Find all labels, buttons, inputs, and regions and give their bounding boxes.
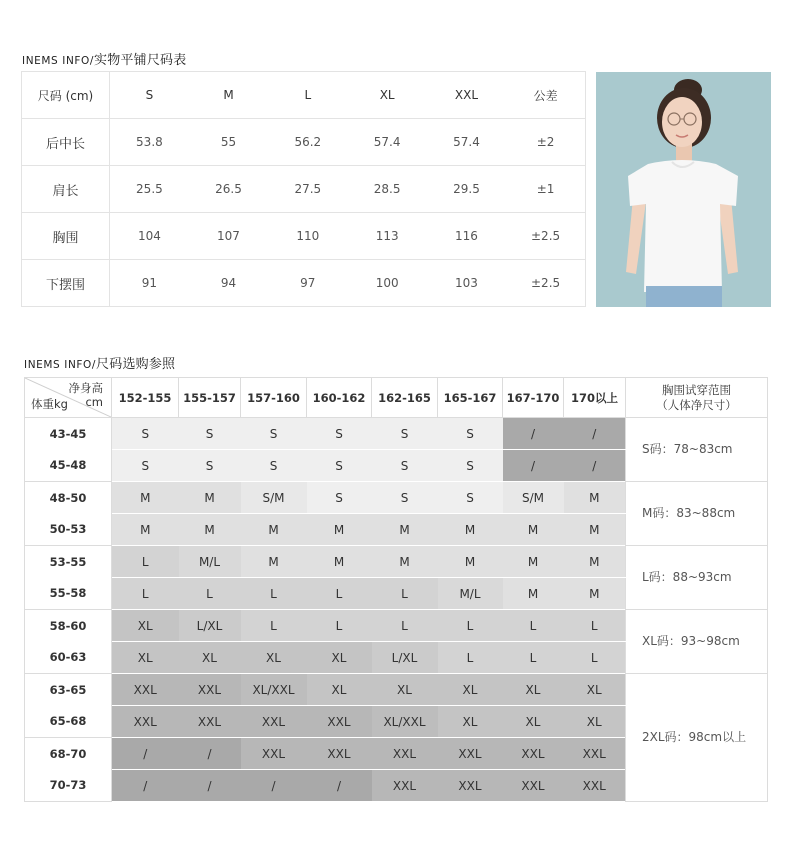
size-cell: S — [372, 482, 438, 514]
size-cell: XL/XXL — [372, 706, 438, 738]
size-cell: S — [438, 450, 503, 482]
size-cell: L — [372, 578, 438, 610]
size-cell: XXL — [241, 706, 307, 738]
size-cell: / — [241, 770, 307, 802]
measurement-value: 25.5 — [110, 166, 189, 213]
measurement-label: 肩长 — [22, 166, 110, 213]
size-cell: / — [179, 738, 241, 770]
size-cell: XXL — [564, 770, 626, 802]
size-cell: L — [112, 578, 179, 610]
measurement-value: 116 — [427, 213, 506, 260]
size-cell: XXL — [112, 706, 179, 738]
size-cell: XL — [372, 674, 438, 706]
size-cell: S — [372, 418, 438, 450]
size-cell: / — [503, 418, 564, 450]
size-cell: S — [179, 450, 241, 482]
size-cell: XXL — [372, 770, 438, 802]
size-cell: XXL — [503, 738, 564, 770]
measurement-value: 113 — [347, 213, 426, 260]
weight-label: 63-65 — [25, 674, 112, 706]
title-en: INEMS INFO/ — [22, 55, 95, 67]
measurement-value: 26.5 — [189, 166, 268, 213]
header-row — [25, 378, 768, 418]
size-cell: L — [438, 642, 503, 674]
size-cell: L/XL — [179, 610, 241, 642]
tolerance-value: ±1 — [506, 166, 585, 213]
size-cell: XXL — [438, 770, 503, 802]
height-header: 157-160 — [241, 378, 307, 418]
weight-label: 55-58 — [25, 578, 112, 610]
weight-label: 53-55 — [25, 546, 112, 578]
size-cell: L — [503, 642, 564, 674]
size-header: XL — [347, 72, 426, 119]
size-cell: L — [241, 610, 307, 642]
size-cell: M — [241, 546, 307, 578]
height-header: 152-155 — [112, 378, 179, 418]
measurement-value: 56.2 — [268, 119, 347, 166]
measurement-value: 107 — [189, 213, 268, 260]
size-cell: XL — [112, 642, 179, 674]
measurement-value: 57.4 — [347, 119, 426, 166]
weight-label: 65-68 — [25, 706, 112, 738]
size-cell: XXL — [112, 674, 179, 706]
height-header: 160-162 — [307, 378, 372, 418]
size-cell: XXL — [438, 738, 503, 770]
size-cell: M — [564, 482, 626, 514]
chest-range-note: XL码：93~98cm — [626, 610, 768, 674]
model-photo — [596, 72, 771, 307]
size-cell: S — [112, 418, 179, 450]
height-header: 170以上 — [564, 378, 626, 418]
size-cell: M — [438, 514, 503, 546]
measurement-value: 110 — [268, 213, 347, 260]
size-cell: XL — [307, 642, 372, 674]
measurement-value: 57.4 — [427, 119, 506, 166]
size-header: 公差 — [506, 72, 585, 119]
measurement-label: 后中长 — [22, 119, 110, 166]
size-cell: M — [179, 514, 241, 546]
size-cell: L — [307, 610, 372, 642]
measurement-label: 下摆围 — [22, 260, 110, 307]
title-en: INEMS INFO/ — [24, 359, 97, 371]
weight-label: 60-63 — [25, 642, 112, 674]
size-cell: S/M — [503, 482, 564, 514]
title-cn: 实物平铺尺码表 — [94, 53, 187, 68]
range-header — [626, 378, 768, 418]
size-cell: M/L — [179, 546, 241, 578]
size-cell: M — [564, 546, 626, 578]
size-cell: / — [564, 418, 626, 450]
size-cell: XL — [503, 706, 564, 738]
size-cell: / — [179, 770, 241, 802]
weight-label: 48-50 — [25, 482, 112, 514]
size-cell: XL — [307, 674, 372, 706]
size-cell: M — [372, 514, 438, 546]
size-cell: L — [438, 610, 503, 642]
weight-label: 50-53 — [25, 514, 112, 546]
measurement-value: 55 — [189, 119, 268, 166]
size-cell: M — [307, 514, 372, 546]
measurement-row — [22, 213, 586, 260]
size-cell: S/M — [241, 482, 307, 514]
size-cell: L — [372, 610, 438, 642]
size-cell: M — [503, 514, 564, 546]
size-cell: XXL — [179, 706, 241, 738]
size-cell: XXL — [307, 706, 372, 738]
measurement-value: 100 — [347, 260, 426, 307]
size-cell: M — [564, 514, 626, 546]
height-header: 155-157 — [179, 378, 241, 418]
size-header: M — [189, 72, 268, 119]
size-cell: XL — [112, 610, 179, 642]
size-cell: S — [307, 482, 372, 514]
size-cell: S — [307, 450, 372, 482]
size-cell: XL — [438, 674, 503, 706]
chest-range-note: L码：88~93cm — [626, 546, 768, 610]
size-cell: M — [564, 578, 626, 610]
weight-label: 43-45 — [25, 418, 112, 450]
size-cell: S — [438, 482, 503, 514]
height-label — [69, 381, 104, 409]
size-cell: L — [564, 642, 626, 674]
measurement-value: 53.8 — [110, 119, 189, 166]
size-cell: M — [372, 546, 438, 578]
weight-label: 68-70 — [25, 738, 112, 770]
size-cell: M — [438, 546, 503, 578]
measurement-value: 91 — [110, 260, 189, 307]
title-cn: 尺码选购参照 — [96, 357, 176, 372]
measurement-value: 104 — [110, 213, 189, 260]
size-cell: S — [112, 450, 179, 482]
size-cell: XL — [564, 706, 626, 738]
weight-row — [25, 546, 768, 578]
garment-size-table — [21, 71, 586, 307]
size-cell: XXL — [241, 738, 307, 770]
size-cell: L — [307, 578, 372, 610]
size-cell: XXL — [564, 738, 626, 770]
measurement-row — [22, 166, 586, 213]
size-cell: L — [112, 546, 179, 578]
weight-row — [25, 482, 768, 514]
height-header: 167-170 — [503, 378, 564, 418]
measurement-value: 97 — [268, 260, 347, 307]
size-cell: L — [564, 610, 626, 642]
size-cell: M/L — [438, 578, 503, 610]
size-cell: L/XL — [372, 642, 438, 674]
chest-range-note: 2XL码：98cm以上 — [626, 674, 768, 802]
size-cell: XXL — [179, 674, 241, 706]
height-header: 162-165 — [372, 378, 438, 418]
height-unit-text: cm — [85, 395, 103, 409]
tolerance-value: ±2 — [506, 119, 585, 166]
size-cell: M — [307, 546, 372, 578]
size-cell: S — [241, 418, 307, 450]
size-cell: S — [438, 418, 503, 450]
tolerance-value: ±2.5 — [506, 260, 585, 307]
size-header: XXL — [427, 72, 506, 119]
chest-range-note: S码：78~83cm — [626, 418, 768, 482]
size-cell: XL — [438, 706, 503, 738]
size-cell: XL — [179, 642, 241, 674]
size-cell: XXL — [503, 770, 564, 802]
measurement-value: 28.5 — [347, 166, 426, 213]
measurement-row — [22, 260, 586, 307]
weight-label: 70-73 — [25, 770, 112, 802]
measurement-row — [22, 119, 586, 166]
size-cell: L — [179, 578, 241, 610]
size-cell: M — [503, 578, 564, 610]
size-cell: L — [503, 610, 564, 642]
tolerance-value: ±2.5 — [506, 213, 585, 260]
weight-row — [25, 674, 768, 706]
weight-label: 体重kg — [31, 397, 68, 411]
size-cell: S — [372, 450, 438, 482]
size-cell: / — [503, 450, 564, 482]
size-cell: M — [112, 514, 179, 546]
size-cell: XXL — [372, 738, 438, 770]
size-guide-title — [24, 353, 175, 372]
size-cell: XL — [241, 642, 307, 674]
size-guide-table — [24, 377, 768, 802]
corner-cell — [25, 378, 112, 418]
size-cell: XXL — [307, 738, 372, 770]
size-header: L — [268, 72, 347, 119]
weight-row — [25, 418, 768, 450]
height-header: 165-167 — [438, 378, 503, 418]
size-cell: M — [503, 546, 564, 578]
measurement-value: 103 — [427, 260, 506, 307]
range-header-line1: 胸围试穿范围 — [662, 382, 731, 397]
size-table-title — [22, 49, 186, 68]
size-cell: L — [241, 578, 307, 610]
size-header-row — [22, 72, 586, 119]
measurement-value: 27.5 — [268, 166, 347, 213]
measurement-label: 胸围 — [22, 213, 110, 260]
chest-range-note: M码：83~88cm — [626, 482, 768, 546]
unit-header: 尺码 (cm) — [22, 72, 110, 119]
range-header-line2: （人体净尺寸） — [656, 397, 737, 412]
height-label-text: 净身高 — [68, 381, 103, 395]
size-cell: XL — [564, 674, 626, 706]
weight-row — [25, 610, 768, 642]
size-cell: XL — [503, 674, 564, 706]
size-cell: S — [179, 418, 241, 450]
size-cell: M — [179, 482, 241, 514]
size-cell: / — [307, 770, 372, 802]
measurement-value: 94 — [189, 260, 268, 307]
size-cell: M — [112, 482, 179, 514]
size-cell: S — [241, 450, 307, 482]
size-cell: XL/XXL — [241, 674, 307, 706]
size-cell: / — [112, 738, 179, 770]
measurement-value: 29.5 — [427, 166, 506, 213]
size-header: S — [110, 72, 189, 119]
size-cell: / — [112, 770, 179, 802]
size-cell: S — [307, 418, 372, 450]
weight-label: 45-48 — [25, 450, 112, 482]
size-cell: M — [241, 514, 307, 546]
size-cell: / — [564, 450, 626, 482]
weight-label: 58-60 — [25, 610, 112, 642]
